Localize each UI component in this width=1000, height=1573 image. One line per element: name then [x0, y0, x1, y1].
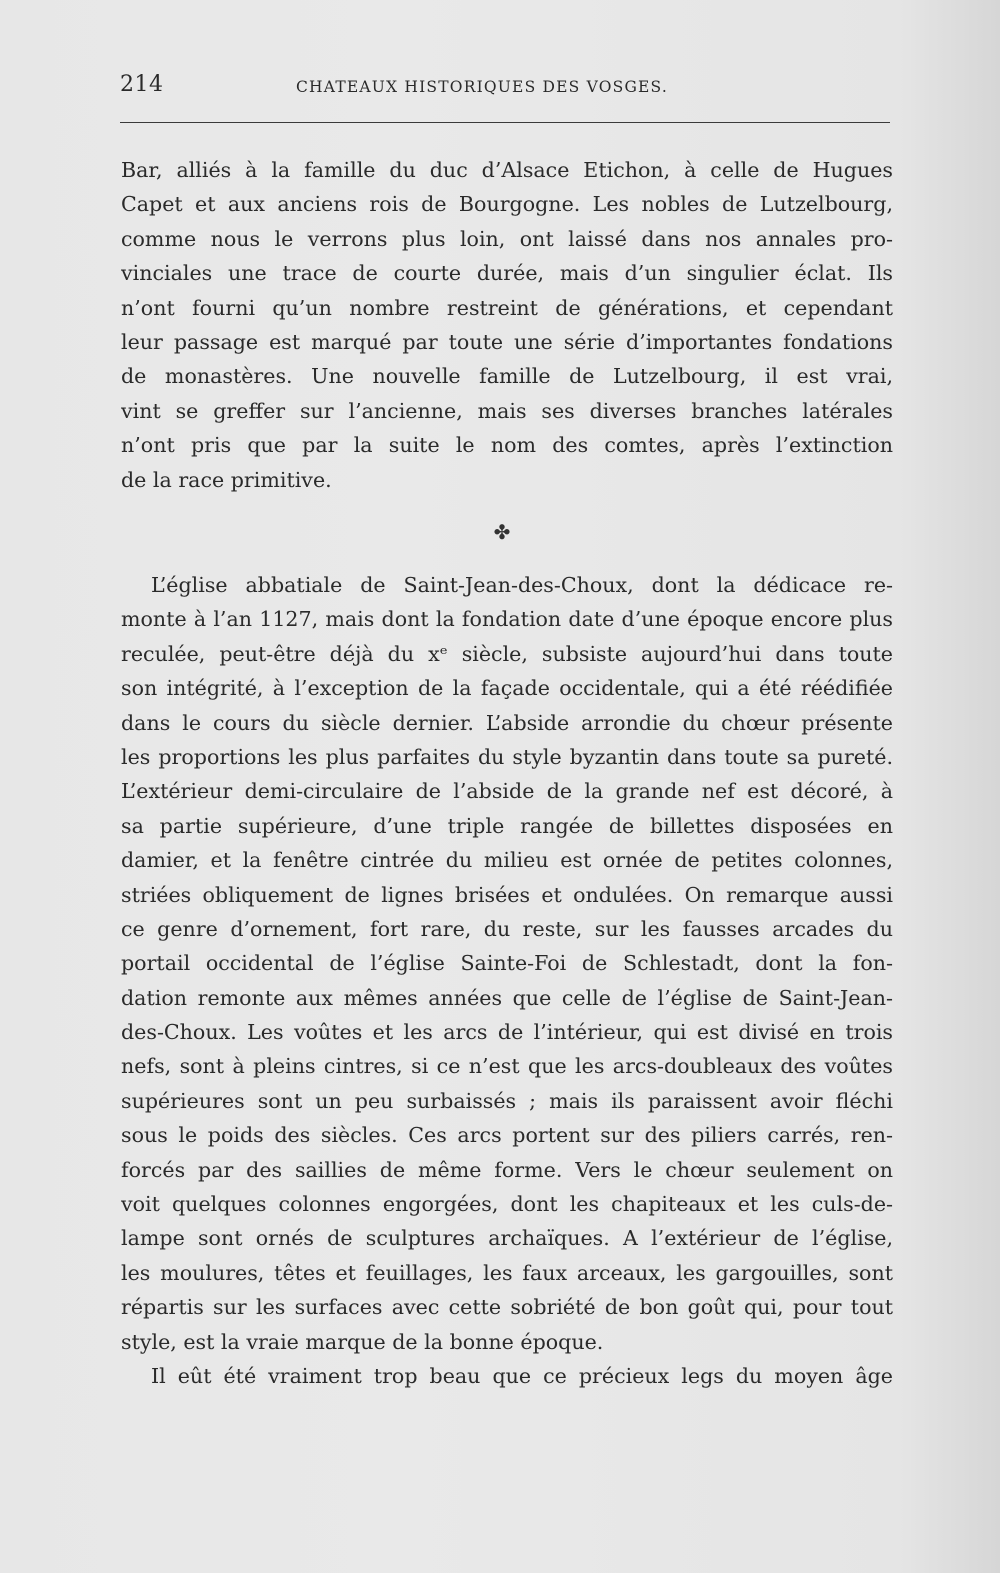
text-line: damier, et la fenêtre cintrée du milieu est ornée de petites colonnes,	[121, 848, 893, 873]
text-line: reculée, peut-être déjà du xᵉ siècle, subsiste aujourd’hui dans toute	[121, 641, 893, 666]
text-line: répartis sur les surfaces avec cette sobriété de bon goût qui, pour tout	[121, 1295, 893, 1320]
text-line: comme nous le verrons plus loin, ont laissé dans nos annales pro-	[121, 226, 893, 251]
fleuron-ornament: ✤	[493, 520, 511, 544]
text-line: sous le poids des siècles. Ces arcs portent sur des piliers carrés, ren-	[121, 1123, 893, 1148]
text-line: sa partie supérieure, d’une triple rangée de billettes disposées en	[121, 813, 893, 838]
text-line: ce genre d’ornement, fort rare, du reste, sur les fausses arcades du	[121, 916, 893, 941]
header-rule	[120, 122, 890, 123]
text-line: n’ont pris que par la suite le nom des comtes, après l’extinction	[121, 433, 893, 458]
paragraph-1	[121, 153, 893, 497]
text-line: Bar, alliés à la famille du duc d’Alsace Etichon, à celle de Hugues	[121, 158, 893, 182]
running-title: CHATEAUX HISTORIQUES DES VOSGES.	[296, 78, 668, 96]
text-line: portail occidental de l’église Sainte-Foi de Schlestadt, dont la fon-	[121, 951, 893, 976]
text-line: vinciales une trace de courte durée, mais d’un singulier éclat. Ils	[121, 261, 893, 286]
text-line: son intégrité, à l’exception de la façade occidentale, qui a été réédifiée	[121, 676, 893, 701]
text-line: les proportions les plus parfaites du style byzantin dans toute sa pureté.	[121, 744, 893, 769]
text-line: des-Choux. Les voûtes et les arcs de l’intérieur, qui est divisé en trois	[121, 1020, 893, 1045]
text-line: Il eût été vraiment trop beau que ce précieux legs du moyen âge	[151, 1363, 893, 1388]
text-line: dation remonte aux mêmes années que celle de l’église de Saint-Jean-	[121, 985, 893, 1010]
text-line: leur passage est marqué par toute une série d’importantes fondations	[121, 329, 893, 354]
text-line: Capet et aux anciens rois de Bourgogne. Les nobles de Lutzelbourg,	[121, 192, 893, 217]
text-line: nefs, sont à pleins cintres, si ce n’est que les arcs-doubleaux des voûtes	[121, 1054, 893, 1079]
text-line: supérieures sont un peu surbaissés ; mais ils paraissent avoir fléchi	[121, 1088, 893, 1113]
text-line: les moulures, têtes et feuillages, les faux arceaux, les gargouilles, sont	[121, 1260, 893, 1285]
page-header	[120, 72, 890, 106]
text-line: style, est la vraie marque de la bonne époque.	[121, 1329, 604, 1354]
text-line: n’ont fourni qu’un nombre restreint de générations, et cependant	[121, 295, 893, 320]
page-number: 214	[120, 72, 164, 97]
paragraph-2	[121, 568, 893, 1393]
text-line: monte à l’an 1127, mais dont la fondation date d’une époque encore plus	[121, 607, 893, 632]
text-line: lampe sont ornés de sculptures archaïques. A l’extérieur de l’église,	[121, 1226, 893, 1251]
text-line: voit quelques colonnes engorgées, dont les chapiteaux et les culs-de-	[121, 1192, 893, 1217]
text-line: vint se greffer sur l’ancienne, mais ses diverses branches latérales	[121, 398, 893, 423]
text-line: forcés par des saillies de même forme. Vers le chœur seulement on	[121, 1157, 893, 1182]
text-line: de la race primitive.	[121, 467, 332, 492]
text-line: de monastères. Une nouvelle famille de Lutzelbourg, il est vrai,	[121, 364, 893, 389]
text-line: striées obliquement de lignes brisées et ondulées. On remarque aussi	[121, 882, 893, 907]
text-line: dans le cours du siècle dernier. L’abside arrondie du chœur présente	[121, 710, 893, 735]
text-line: L’église abbatiale de Saint-Jean-des-Choux, dont la dédicace re-	[151, 573, 893, 597]
text-line: L’extérieur demi-circulaire de l’abside de la grande nef est décoré, à	[121, 779, 893, 804]
